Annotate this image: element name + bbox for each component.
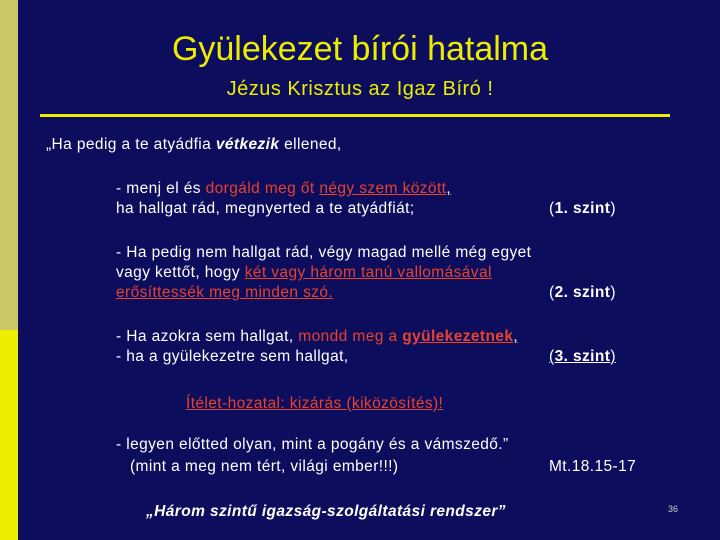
step1-level bbox=[549, 200, 616, 218]
slide-subtitle: Jézus Krisztus az Igaz Bíró ! bbox=[226, 78, 494, 100]
ending-line2: (mint a meg nem tért, világi ember!!!) bbox=[130, 458, 399, 475]
step2-level-label: 2. szint bbox=[554, 284, 611, 301]
step1-level-close: ) bbox=[610, 200, 616, 217]
step2-line3: erősíttessék meg minden szó. bbox=[116, 284, 334, 301]
step3-line1 bbox=[116, 328, 518, 346]
step1-level-label: 1. szint bbox=[554, 200, 611, 217]
step3-level bbox=[549, 348, 616, 366]
intro-emphasis: vétkezik bbox=[215, 136, 280, 153]
intro-text-after: ellened, bbox=[279, 136, 342, 153]
step2-level bbox=[549, 284, 616, 302]
verdict-line: Ítélet-hozatal: kizárás (kiközösítés)! bbox=[186, 395, 444, 412]
step1-red-text: dorgáld meg őt bbox=[205, 180, 320, 197]
step2-red-text: két vagy három tanú vallomásával bbox=[244, 264, 492, 281]
step1-prefix: - menj el és bbox=[116, 180, 206, 197]
step3-red-text: mondd meg a bbox=[298, 328, 403, 345]
step3-level-open: ( bbox=[549, 348, 555, 365]
step3-prefix: - Ha azokra sem hallgat, bbox=[116, 328, 299, 345]
step3-line2: - ha a gyülekezetre sem hallgat, bbox=[116, 348, 349, 365]
step2-level-open: ( bbox=[549, 284, 555, 301]
step2-line2 bbox=[116, 264, 492, 282]
step1-level-open: ( bbox=[549, 200, 555, 217]
step3-bold-underlined-text: gyülekezetnek bbox=[402, 328, 514, 345]
step1-line2: ha hallgat rád, megnyerted a te atyádfiát; bbox=[116, 200, 415, 217]
step1-line1 bbox=[116, 180, 451, 198]
step2-level-close: ) bbox=[610, 284, 616, 301]
intro-text-before: „Ha pedig a te atyádfia bbox=[46, 136, 216, 153]
page-number: 36 bbox=[668, 504, 679, 514]
bible-reference: Mt.18.15-17 bbox=[549, 458, 637, 475]
title-divider bbox=[40, 114, 670, 117]
footer-caption: „Három szintű igazság-szolgáltatási rendszer” bbox=[146, 503, 506, 520]
step1-comma: , bbox=[446, 180, 452, 197]
step2-line1: - Ha pedig nem hallgat rád, végy magad mellé még egyet bbox=[116, 244, 532, 261]
step3-comma: , bbox=[513, 328, 519, 345]
ending-line1: - legyen előtted olyan, mint a pogány és a vámszedő.” bbox=[116, 436, 509, 453]
step3-level-label: 3. szint bbox=[554, 348, 611, 365]
step1-underlined-text: négy szem között bbox=[319, 180, 447, 197]
step3-level-close: ) bbox=[610, 348, 616, 365]
intro-line bbox=[46, 136, 342, 154]
slide-title: Gyülekezet bírói hatalma bbox=[171, 30, 549, 68]
side-bar-bottom bbox=[0, 330, 18, 540]
step2-prefix: vagy kettőt, hogy bbox=[116, 264, 245, 281]
